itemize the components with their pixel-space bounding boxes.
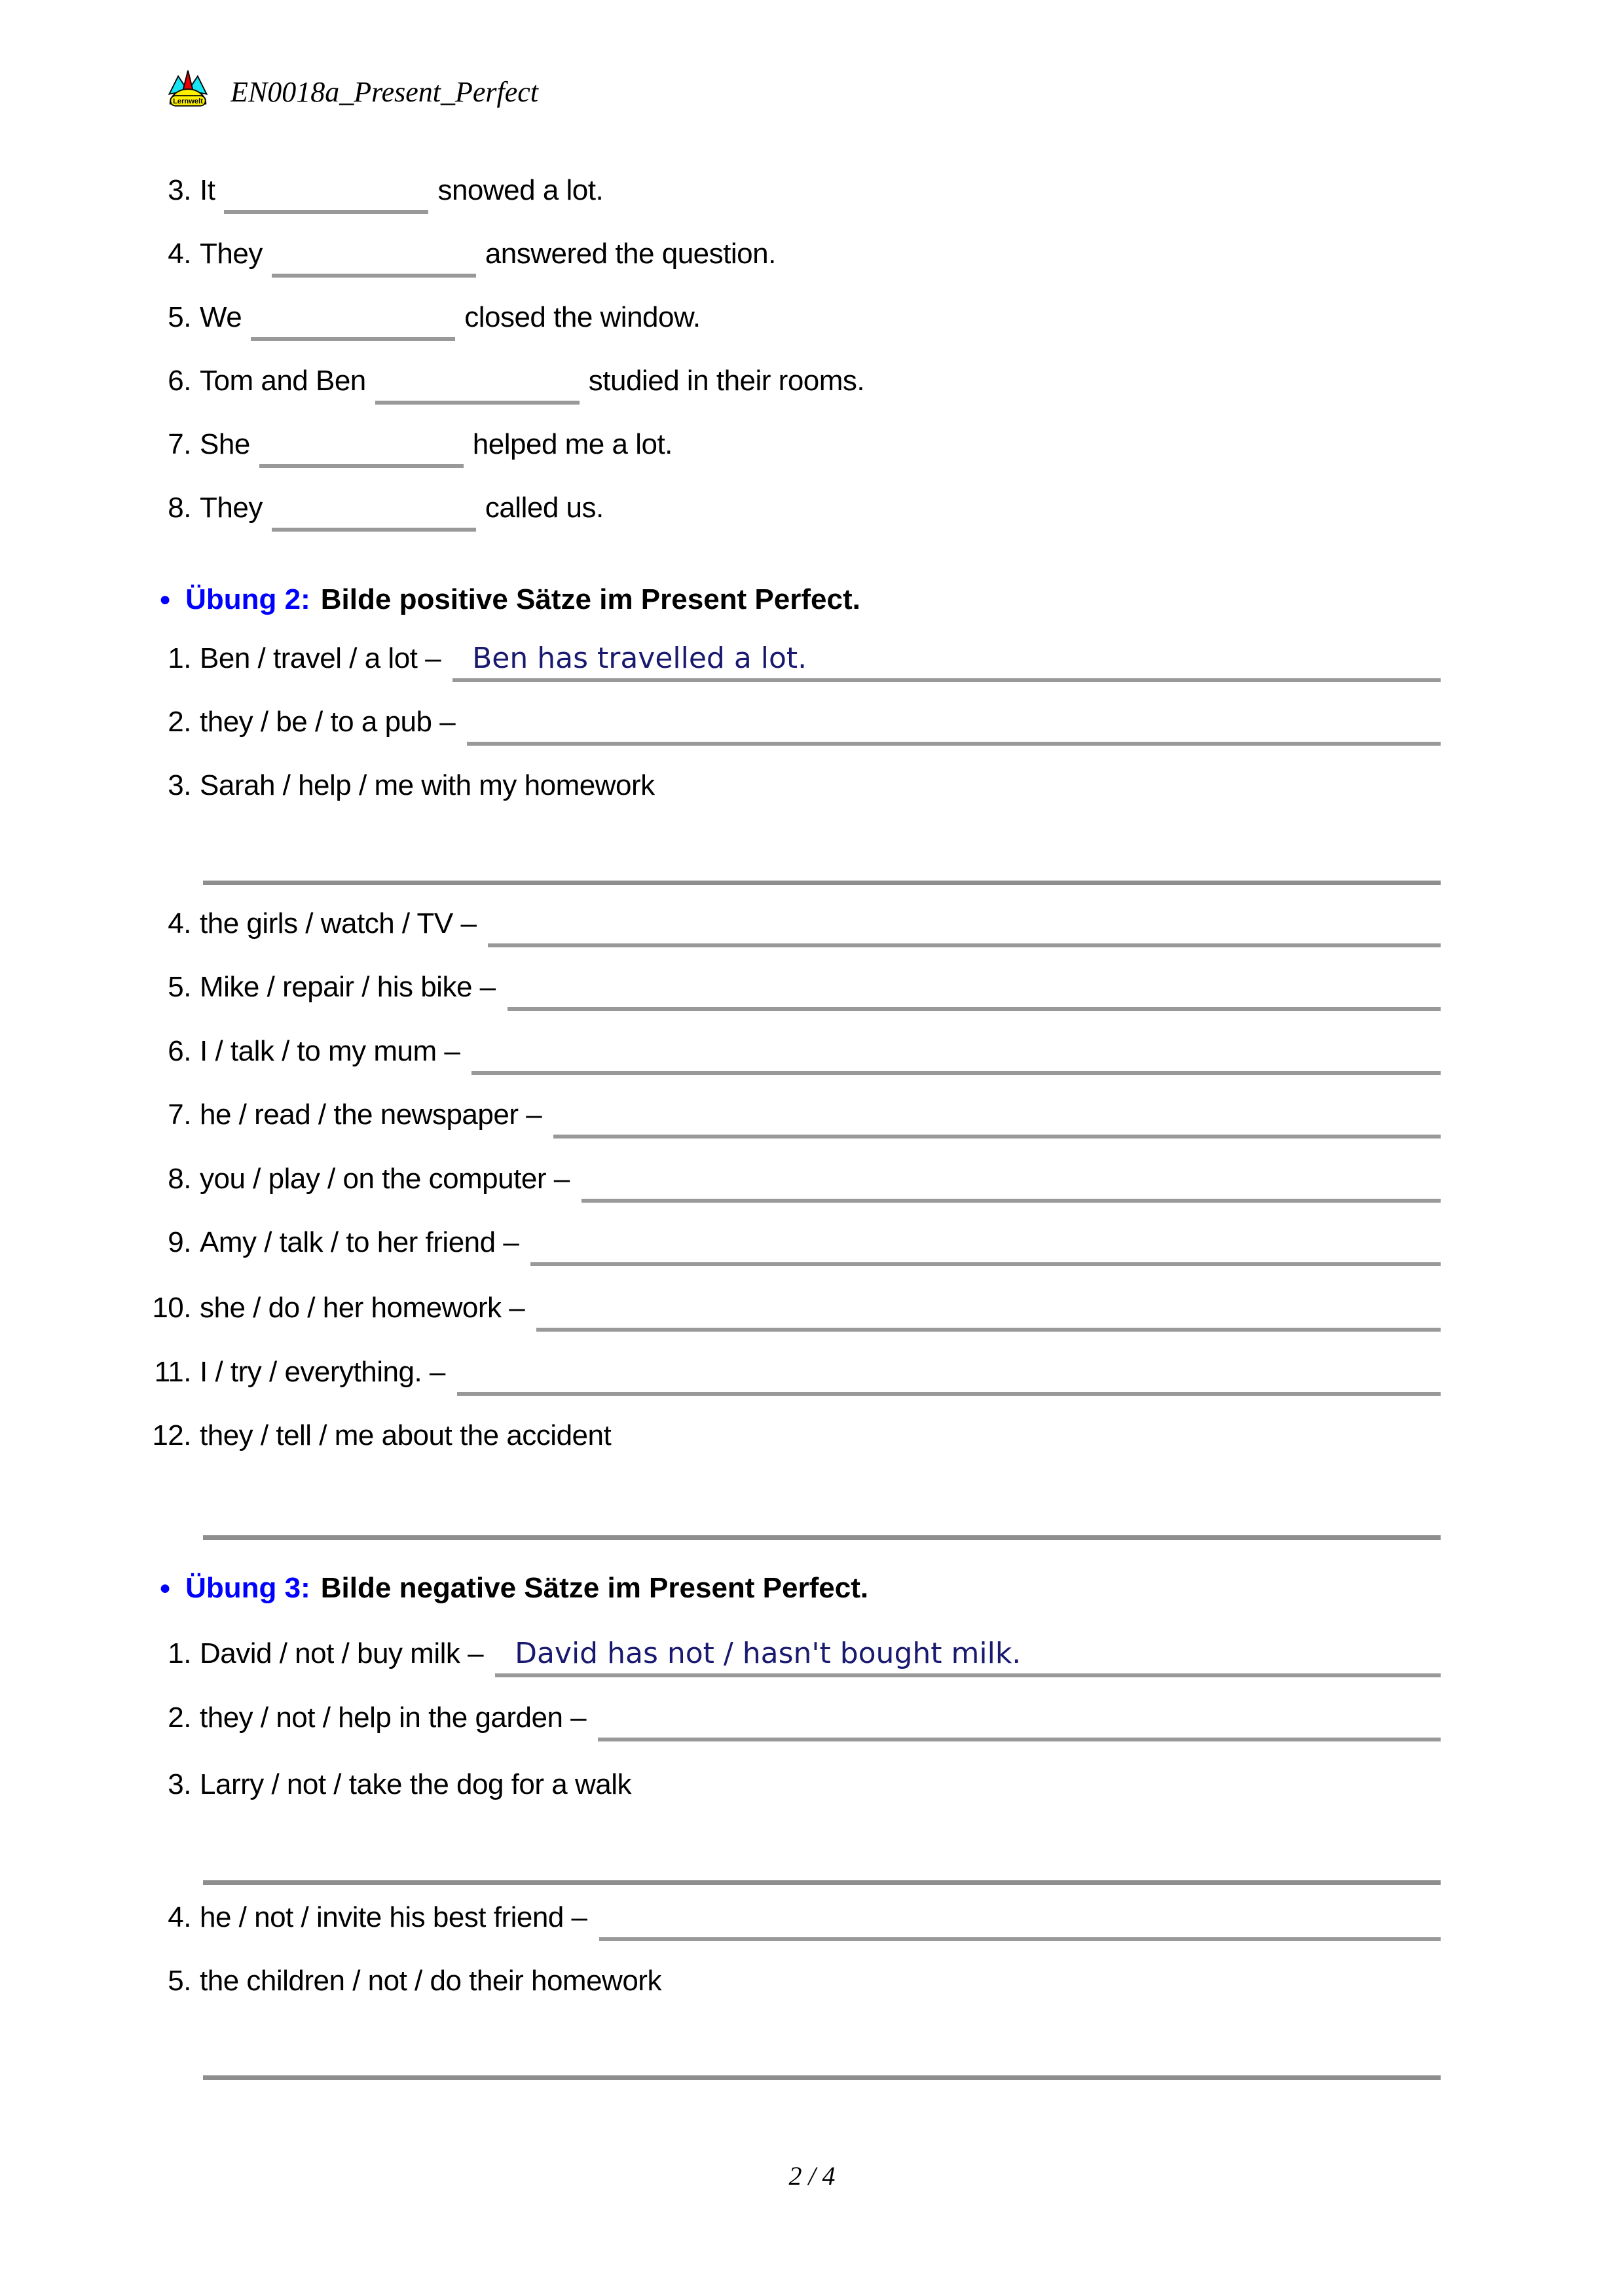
item-number: 4. xyxy=(168,907,191,939)
item-number: 2. xyxy=(168,706,191,738)
bullet-icon: ● xyxy=(159,1577,172,1599)
exercise1-item xyxy=(0,301,1624,340)
answer-line xyxy=(452,642,1441,681)
exercise2-item xyxy=(0,1162,1624,1201)
answer-line xyxy=(507,970,1441,1010)
exercise3-item xyxy=(0,1701,1624,1740)
answer-blank xyxy=(272,237,476,276)
page-number: 2 / 4 xyxy=(788,2161,836,2191)
item-text-before-blank: They xyxy=(200,492,263,524)
item-number: 2. xyxy=(168,1702,191,1734)
item-number: 4. xyxy=(168,1901,191,1933)
answer-line xyxy=(581,1162,1441,1201)
answer-line xyxy=(467,705,1441,744)
exercise1-item xyxy=(0,428,1624,467)
exercise2-item xyxy=(0,1291,1624,1330)
exercise2-item xyxy=(0,1355,1624,1394)
exercise1-item xyxy=(0,237,1624,276)
item-number: 5. xyxy=(168,971,191,1003)
lernwelt-logo-icon xyxy=(168,69,208,111)
exercise1-item xyxy=(0,364,1624,403)
item-number: 6. xyxy=(168,365,191,397)
exercise2-item xyxy=(0,705,1624,744)
item-prompt: he / read / the newspaper – xyxy=(200,1099,542,1131)
item-text-after-blank: answered the question. xyxy=(485,238,776,270)
answer-line xyxy=(471,1034,1441,1074)
writing-line xyxy=(203,881,1441,885)
exercise2-heading xyxy=(159,583,1624,617)
exercise2-item xyxy=(0,1419,1624,1458)
answer-text: David has not / hasn't bought milk. xyxy=(515,1637,1022,1670)
item-number: 8. xyxy=(168,492,191,524)
item-prompt: he / not / invite his best friend – xyxy=(200,1901,587,1933)
answer-blank xyxy=(251,301,455,340)
document-title: EN0018a_Present_Perfect xyxy=(231,76,539,108)
item-text-after-blank: snowed a lot. xyxy=(437,174,604,206)
item-prompt: David / not / buy milk – xyxy=(200,1637,484,1669)
answer-blank xyxy=(272,491,476,530)
item-prompt: I / talk / to my mum – xyxy=(200,1035,460,1067)
item-number: 7. xyxy=(168,428,191,460)
exercise2-item xyxy=(0,642,1624,681)
answer-line xyxy=(457,1355,1441,1394)
item-number: 11. xyxy=(154,1356,191,1388)
answer-blank xyxy=(259,428,464,467)
exercise3-heading xyxy=(159,1571,1624,1605)
answer-blank xyxy=(375,364,580,403)
exercise2-label: Übung 2: xyxy=(185,583,310,615)
item-number: 1. xyxy=(168,1637,191,1669)
item-prompt: Mike / repair / his bike – xyxy=(200,971,496,1003)
answer-text: Ben has travelled a lot. xyxy=(472,642,807,675)
item-number: 3. xyxy=(168,769,191,801)
exercise3-item xyxy=(0,1901,1624,1940)
exercise3-instruction: Bilde negative Sätze im Present Perfect. xyxy=(320,1572,869,1604)
item-number: 10. xyxy=(152,1292,191,1324)
item-text-before-blank: Tom and Ben xyxy=(200,365,366,397)
item-prompt: I / try / everything. – xyxy=(200,1356,445,1388)
item-prompt: Amy / talk / to her friend – xyxy=(200,1226,519,1258)
exercise2-instruction: Bilde positive Sätze im Present Perfect. xyxy=(320,583,860,615)
item-text-before-blank: She xyxy=(200,428,250,460)
writing-line xyxy=(203,1535,1441,1540)
answer-blank xyxy=(224,173,428,213)
answer-line xyxy=(598,1701,1441,1740)
bullet-icon: ● xyxy=(159,589,172,610)
item-text-before-blank: It xyxy=(200,174,215,206)
item-prompt: the children / not / do their homework xyxy=(200,1965,661,1997)
logo-text: Lernwelt xyxy=(173,97,203,105)
exercise1-item xyxy=(0,173,1624,213)
answer-line xyxy=(599,1901,1441,1940)
exercise2-item xyxy=(0,1034,1624,1074)
item-number: 6. xyxy=(168,1035,191,1067)
item-number: 3. xyxy=(168,1768,191,1800)
item-number: 5. xyxy=(168,301,191,333)
item-prompt: they / be / to a pub – xyxy=(200,706,456,738)
exercise2-item xyxy=(0,1098,1624,1137)
item-prompt: they / not / help in the garden – xyxy=(200,1702,587,1734)
writing-line xyxy=(203,2075,1441,2080)
item-prompt: Sarah / help / me with my homework xyxy=(200,769,655,801)
item-number: 9. xyxy=(168,1226,191,1258)
exercise3-label: Übung 3: xyxy=(185,1572,310,1604)
item-text-before-blank: We xyxy=(200,301,242,333)
answer-line xyxy=(536,1291,1441,1330)
item-prompt: the girls / watch / TV – xyxy=(200,907,477,939)
item-text-after-blank: studied in their rooms. xyxy=(588,365,865,397)
writing-line xyxy=(203,1880,1441,1885)
item-prompt: she / do / her homework – xyxy=(200,1292,525,1324)
item-prompt: they / tell / me about the accident xyxy=(200,1419,612,1451)
exercise3-item xyxy=(0,1768,1624,1807)
exercise2-item xyxy=(0,970,1624,1010)
exercise3-item xyxy=(0,1964,1624,2003)
item-number: 7. xyxy=(168,1099,191,1131)
exercise2-item xyxy=(0,769,1624,808)
item-text-after-blank: closed the window. xyxy=(464,301,701,333)
item-number: 3. xyxy=(168,174,191,206)
answer-line xyxy=(488,907,1441,946)
item-number: 5. xyxy=(168,1965,191,1997)
item-number: 1. xyxy=(168,642,191,674)
item-text-after-blank: helped me a lot. xyxy=(472,428,673,460)
item-text-after-blank: called us. xyxy=(485,492,604,524)
item-number: 4. xyxy=(168,238,191,270)
exercise3-item xyxy=(0,1637,1624,1676)
item-text-before-blank: They xyxy=(200,238,263,270)
exercise2-item xyxy=(0,907,1624,946)
item-prompt: Larry / not / take the dog for a walk xyxy=(200,1768,631,1800)
exercise2-item xyxy=(0,1226,1624,1265)
answer-line xyxy=(530,1226,1441,1265)
item-number: 8. xyxy=(168,1163,191,1195)
item-prompt: Ben / travel / a lot – xyxy=(200,642,441,674)
answer-line xyxy=(553,1098,1441,1137)
item-prompt: you / play / on the computer – xyxy=(200,1163,570,1195)
exercise1-item xyxy=(0,491,1624,530)
item-number: 12. xyxy=(152,1419,191,1451)
answer-line xyxy=(495,1637,1441,1676)
